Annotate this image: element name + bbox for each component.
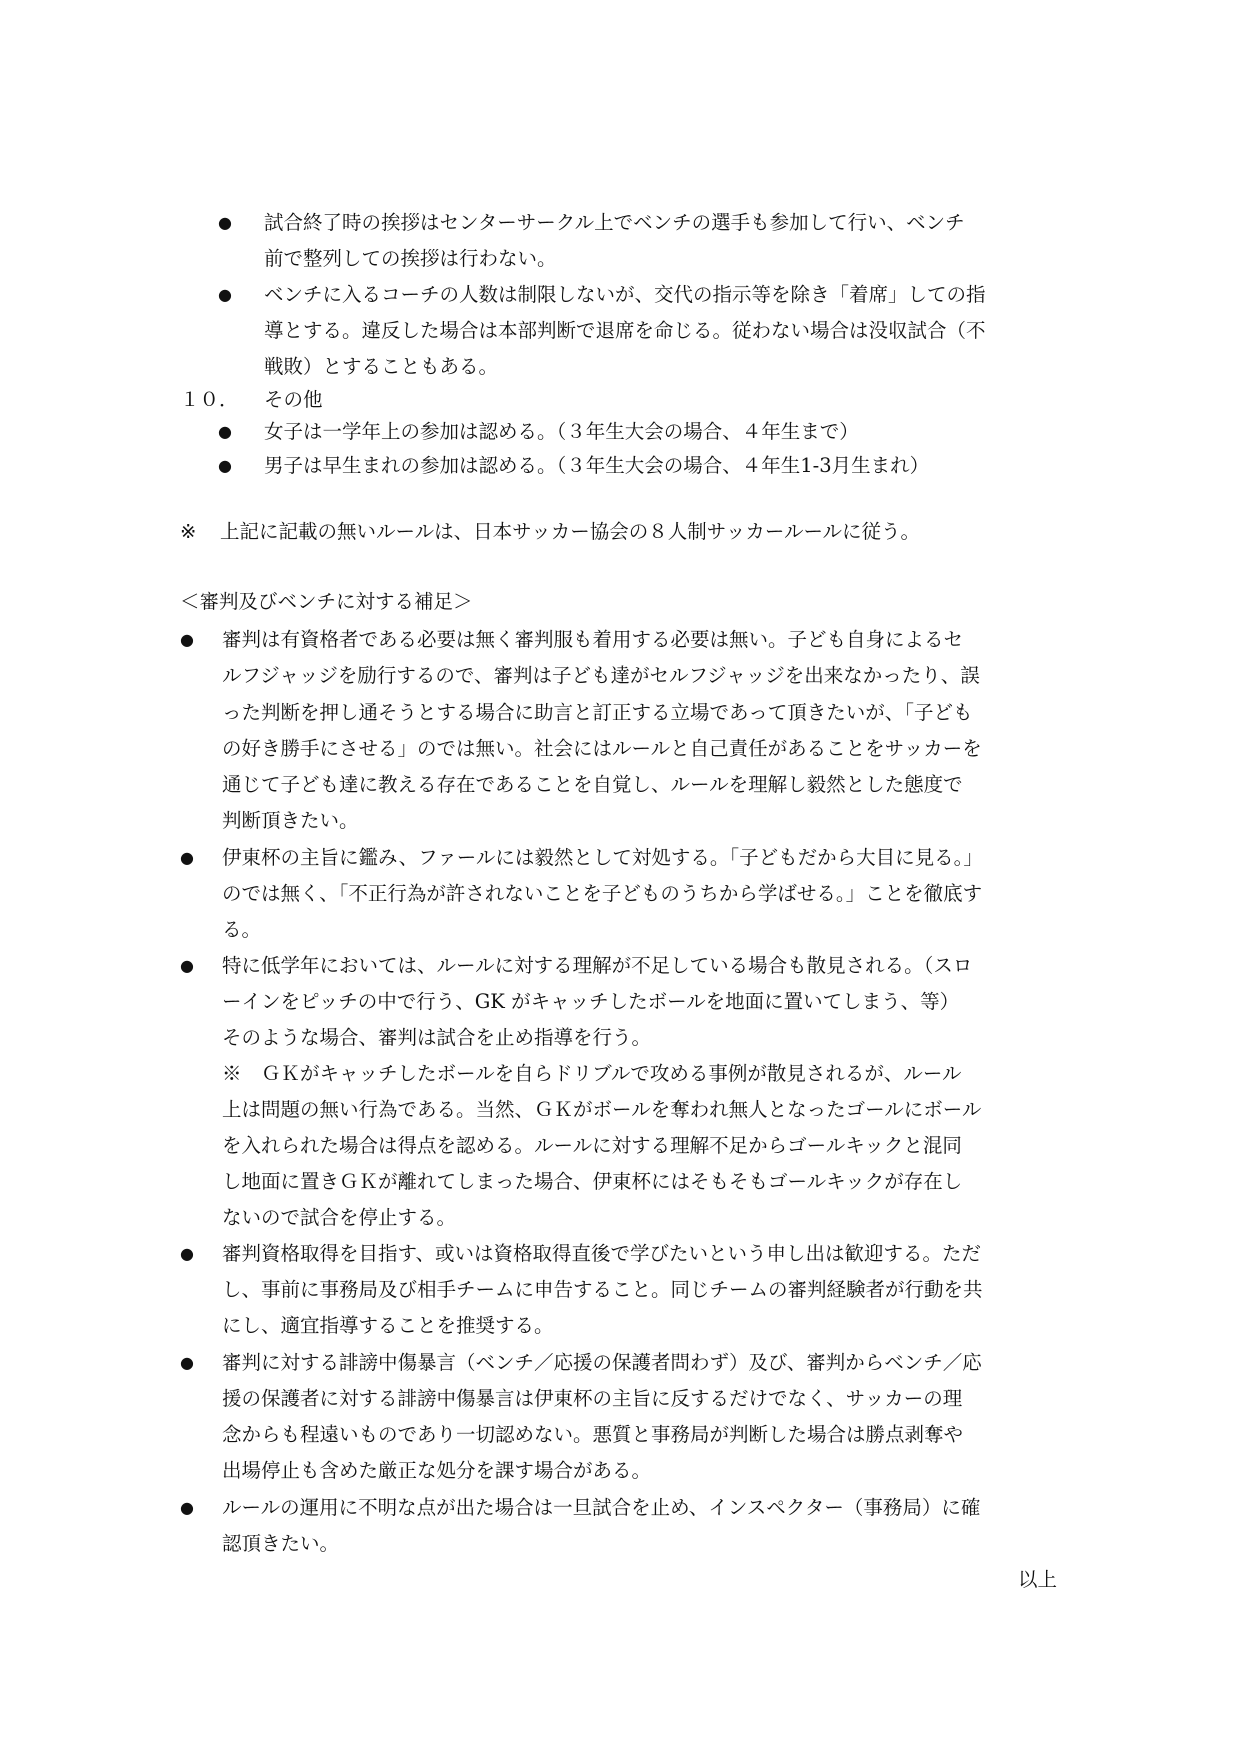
rule-line: そのような場合、審判は試合を止め指導を行う。 <box>222 1026 652 1049</box>
note-text: 上記に記載の無いルールは、日本サッカー協会の８人制サッカールールに従う。 <box>220 520 921 543</box>
rule-line: 通じて子ども達に教える存在であることを自覚し、ルールを理解し毅然とした態度で <box>222 773 963 796</box>
section-title: その他 <box>264 388 323 411</box>
bullet-icon: ● <box>180 1244 194 1263</box>
rule-line: 認頂きたい。 <box>222 1532 340 1555</box>
rule-line: のでは無く、「不正行為が許されないことを子どものうちから学ばせる。」ことを徹底す <box>222 882 983 905</box>
rule-line: 伊東杯の主旨に鑑み、ファールには毅然として対処する。「子どもだから大目に見る。」 <box>222 846 983 869</box>
rule-line: 導とする。違反した場合は本部判断で退席を命じる。従わない場合は没収試合（不 <box>264 319 986 342</box>
rule-line: 審判に対する誹謗中傷暴言（ベンチ／応援の保護者問わず）及び、審判からベンチ／応 <box>222 1351 982 1374</box>
closing-text: 以上 <box>1018 1568 1058 1591</box>
rule-line: 審判資格取得を目指す、或いは資格取得直後で学びたいという申し出は歓迎する。ただ <box>222 1242 981 1265</box>
section-number: １０． <box>180 388 239 411</box>
rule-line: ルールの運用に不明な点が出た場合は一旦試合を止め、インスペクター（事務局）に確 <box>222 1496 981 1519</box>
bullet-icon: ● <box>218 422 232 441</box>
note-mark: ※ <box>180 520 197 543</box>
rule-line: ベンチに入るコーチの人数は制限しないが、交代の指示等を除き「着席」しての指 <box>264 283 986 306</box>
rule-line: ーインをピッチの中で行う、GK がキャッチしたボールを地面に置いてしまう、等） <box>222 990 960 1013</box>
bullet-icon: ● <box>180 1498 194 1517</box>
rule-line: の好き勝手にさせる」のでは無い。社会にはルールと自己責任があることをサッカーを <box>222 737 982 760</box>
rule-line: し、事前に事務局及び相手チームに申告すること。同じチームの審判経験者が行動を共 <box>222 1278 983 1301</box>
bullet-icon: ● <box>180 630 194 649</box>
rule-line: 戦敗）とすることもある。 <box>264 355 499 378</box>
bullet-icon: ● <box>218 285 232 304</box>
rule-line: にし、適宜指導することを推奨する。 <box>222 1314 554 1337</box>
supplement-heading: ＜審判及びベンチに対する補足＞ <box>180 590 473 613</box>
bullet-icon: ● <box>218 456 232 475</box>
bullet-icon: ● <box>180 848 194 867</box>
rule-line: 前で整列しての挨拶は行わない。 <box>264 247 557 270</box>
rule-line: る。 <box>222 918 262 941</box>
rule-line: ないので試合を停止する。 <box>222 1206 457 1229</box>
rule-line: ルフジャッジを励行するので、審判は子ども達がセルフジャッジを出来なかったり、誤 <box>222 664 980 687</box>
rule-line: 試合終了時の挨拶はセンターサークル上でベンチの選手も参加して行い、ベンチ <box>264 211 965 234</box>
rule-line: 念からも程遠いものであり一切認めない。悪質と事務局が判断した場合は勝点剥奪や <box>222 1423 964 1446</box>
rule-line: 援の保護者に対する誹謗中傷暴言は伊東杯の主旨に反するだけでなく、サッカーの理 <box>222 1387 963 1410</box>
rule-line: 判断頂きたい。 <box>222 809 359 832</box>
bullet-icon: ● <box>180 956 194 975</box>
rule-line: 出場停止も含めた厳正な処分を課す場合がある。 <box>222 1459 652 1482</box>
rule-line: 男子は早生まれの参加は認める。（３年生大会の場合、４年生1-3月生まれ） <box>264 454 930 477</box>
rule-line: 特に低学年においては、ルールに対する理解が不足している場合も散見される。（スロ <box>222 954 973 977</box>
rule-line: 女子は一学年上の参加は認める。（３年生大会の場合、４年生まで） <box>264 420 859 443</box>
bullet-icon: ● <box>180 1353 194 1372</box>
rule-line: った判断を押し通そうとする場合に助言と訂正する立場であって頂きたいが、「子ども <box>222 701 973 724</box>
rule-line: ※ ＧＫがキャッチしたボールを自らドリブルで攻める事例が散見されるが、ルール <box>222 1062 962 1085</box>
rule-line: を入れられた場合は得点を認める。ルールに対する理解不足からゴールキックと混同 <box>222 1134 962 1157</box>
bullet-icon: ● <box>218 213 232 232</box>
rule-line: し地面に置きＧＫが離れてしまった場合、伊東杯にはそもそもゴールキックが存在し <box>222 1170 963 1193</box>
rule-line: 上は問題の無い行為である。当然、ＧＫがボールを奪われ無人となったゴールにボール <box>222 1098 982 1121</box>
rule-line: 審判は有資格者である必要は無く審判服も着用する必要は無い。子ども自身によるセ <box>222 628 964 651</box>
